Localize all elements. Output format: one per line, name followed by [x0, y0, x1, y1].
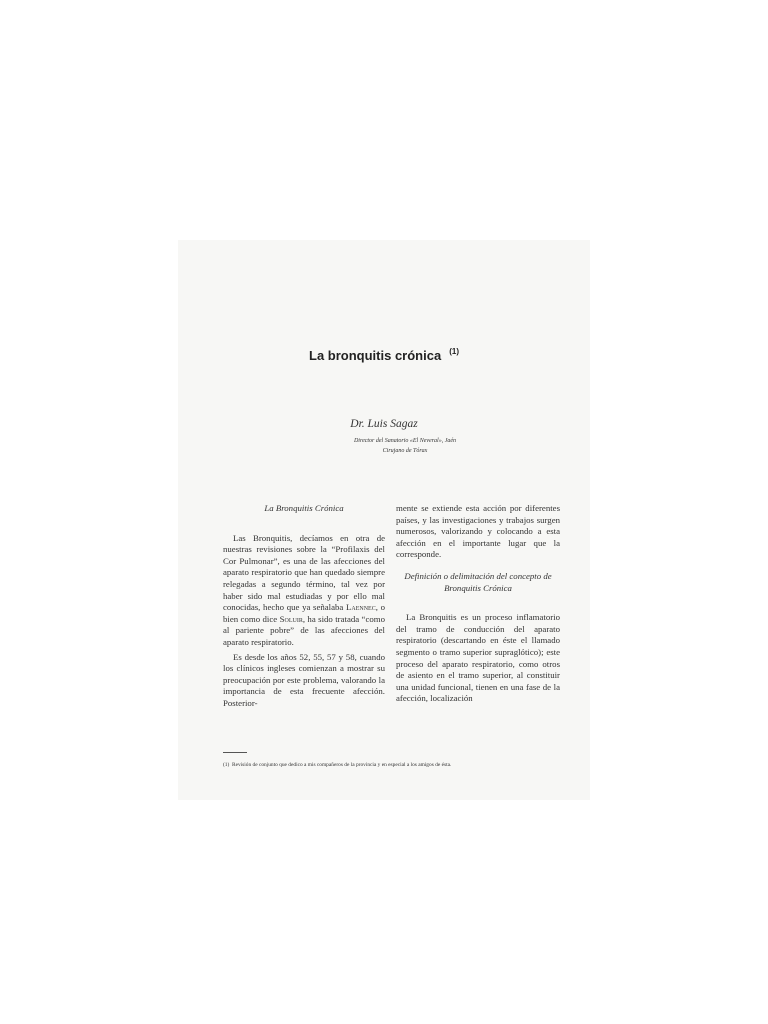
- left-column: [223, 503, 385, 710]
- author-affiliation: [300, 436, 510, 456]
- left-p1-part-c: , ha sido tratada “como al pariente pobre” de las afecciones del aparato respiratorio.: [223, 613, 386, 647]
- right-section-heading: Definición o delimitación del concepto de Bronquitis Crónica: [404, 570, 552, 593]
- name-laennec: Laennec: [346, 602, 376, 613]
- affiliation-line-2: Cirujano de Tórax: [382, 448, 428, 454]
- right-paragraph-1: mente se extiende esta acción por diferentes países, y las investigaciones y trabajos surgen numerosos, valorizando y colocando a esta afección en el importante lugar que la corresponde.: [396, 503, 560, 560]
- footnote-divider: [223, 752, 247, 753]
- article-title: [0, 347, 768, 363]
- right-column: [396, 503, 560, 705]
- footnote: [223, 761, 563, 769]
- left-paragraph-1: [223, 533, 385, 649]
- title-text: La bronquitis crónica: [309, 348, 442, 363]
- author-name: Dr. Luis Sagaz: [350, 418, 418, 430]
- footnote-mark: (1): [223, 762, 230, 768]
- left-p1-part-b: , o bien como dice: [223, 602, 385, 624]
- left-paragraph-2: Es desde los años 52, 55, 57 y 58, cuando los clínicos ingleses comienzan a mostrar su preocupación por este problema, valorando la importancia de esta frecuente afección. Posterior-: [223, 651, 385, 708]
- left-p1-part-a: Las Bronquitis, decíamos en otra de nuestras revisiones sobre la “Profilaxis del Cor Pulmonar”, es una de las afecciones del aparato respiratorio que han quedado siempre relegadas a segundo término, tal vez por haber sido mal estudiadas y por ello mal conocidas, hecho que ya señalaba: [223, 532, 385, 613]
- footnote-text: Revisión de conjunto que dedico a mis compañeros de la provincia y en especial a los amigos de ésta.: [232, 762, 452, 768]
- name-soluir: Soluir: [279, 613, 303, 624]
- affiliation-line-1: Director del Sanatorio «El Neveral», Jaén: [353, 438, 457, 444]
- left-section-heading: La Bronquitis Crónica: [264, 503, 344, 513]
- title-footnote-mark: (1): [449, 347, 459, 356]
- right-paragraph-2: La Bronquitis es un proceso inflamatorio del tramo de conducción del aparato respiratorio (descartando en éste el llamado segmento o tramo superior supraglótico); este proceso del aparato respiratorio, como otros de asiento en el tramo superior, al constituir una unidad funcional, tienen en una fase de la afección, localización: [396, 612, 560, 704]
